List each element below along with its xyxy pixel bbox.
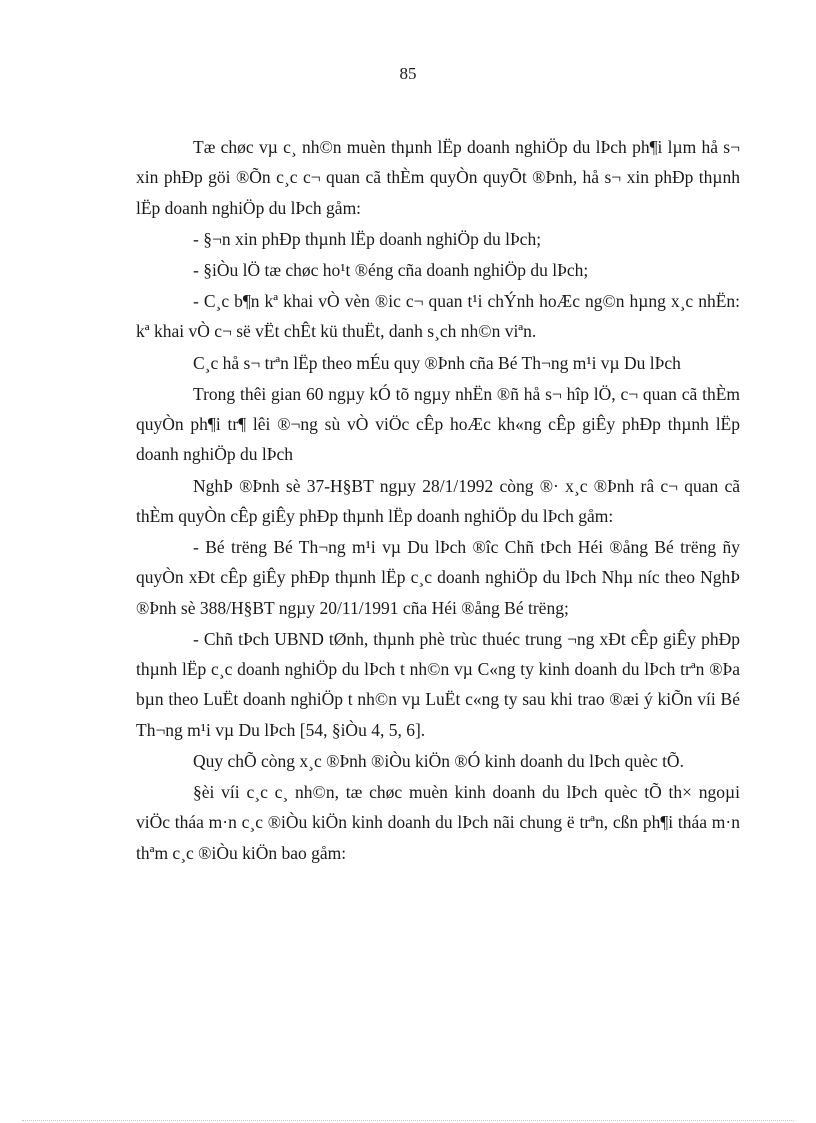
paragraph-7: NghÞ ®Þnh sè 37-H§BT ngµy 28/1/1992 còng ®· x¸c ®Þnh râ c¬ quan cã thÈm quyÒn cÊp giÊy phÐp thµnh lËp doanh nghiÖp du lÞch gåm:	[136, 475, 740, 526]
paragraph-11: §èi víi c¸c c¸ nh©n, tæ chøc muèn kinh doanh du lÞch quèc tÕ th× ngoµi viÖc tháa m·n c¸c ®iÒu kiÖn kinh doanh du lÞch nãi chung ë trªn, cßn ph¶i tháa m·n thªm c¸c ®iÒu kiÖn bao gåm:	[136, 782, 740, 863]
paragraph-1: Tæ chøc vµ c¸ nh©n muèn thµnh lËp doanh nghiÖp du lÞch ph¶i lµm hå s¬ xin phÐp göi ®Õn c¸c c¬ quan cã thÈm quyÒn quyÕt ®Þnh, hå s¬ xin phÐp thµnh lËp doanh nghiÖp du lÞch gåm:	[136, 137, 740, 218]
paragraph-6: Trong thêi gian 60 ngµy kÓ tõ ngµy nhËn ®ñ hå s¬ hîp lÖ, c¬ quan cã thÈm quyÒn ph¶i tr¶ lêi ®¬ng sù vÒ viÖc cÊp hoÆc kh«ng cÊp giÊy phÐp thµnh lËp doanh nghiÖp du lÞch	[136, 383, 740, 465]
paragraph-8: - Bé trëng Bé Th¬ng m¹i vµ Du lÞch ®îc Chñ tÞch Héi ®ång Bé trëng ñy quyÒn xÐt cÊp giÊy phÐp thµnh lËp c¸c doanh nghiÖp du lÞch Nhµ níc theo NghÞ ®Þnh sè 388/H§BT ngµy 20/11/1991 cña Héi ®ång Bé trëng;	[136, 537, 740, 618]
paragraph-9: - Chñ tÞch UBND tØnh, thµnh phè trùc thuéc trung ¬ng xÐt cÊp giÊy phÐp thµnh lËp c¸c doanh nghiÖp du lÞch t nh©n vµ C«ng ty kinh doanh du lÞch trªn ®Þa bµn theo LuËt doanh nghiÖp t nh©n vµ LuËt c«ng ty sau khi trao ®æi ý kiÕn víi Bé Th¬ng m¹i vµ Du lÞch [54, §iÒu 4, 5, 6].	[136, 628, 740, 740]
paragraph-4: - C¸c b¶n kª khai vÒ vèn ®ic c¬ quan t¹i chÝnh hoÆc ng©n hµng x¸c nhËn: kª khai vÒ c¬ së vËt chÊt kü thuËt, danh s¸ch nh©n viªn.	[136, 291, 740, 342]
paragraph-2: - §¬n xin phÐp thµnh lËp doanh nghiÖp du lÞch;	[193, 228, 542, 249]
body-text	[136, 132, 740, 868]
page-number: 85	[399, 64, 417, 83]
paragraph-10: Quy chÕ còng x¸c ®Þnh ®iÒu kiÖn ®Ó kinh doanh du lÞch quèc tÕ.	[193, 750, 684, 771]
page-bottom-divider	[22, 1120, 794, 1121]
paragraph-3: - §iÒu lÖ tæ chøc ho¹t ®éng cña doanh nghiÖp du lÞch;	[193, 259, 589, 280]
paragraph-5: C¸c hå s¬ trªn lËp theo mÉu quy ®Þnh cña Bé Th¬ng m¹i vµ Du lÞch	[193, 352, 681, 373]
